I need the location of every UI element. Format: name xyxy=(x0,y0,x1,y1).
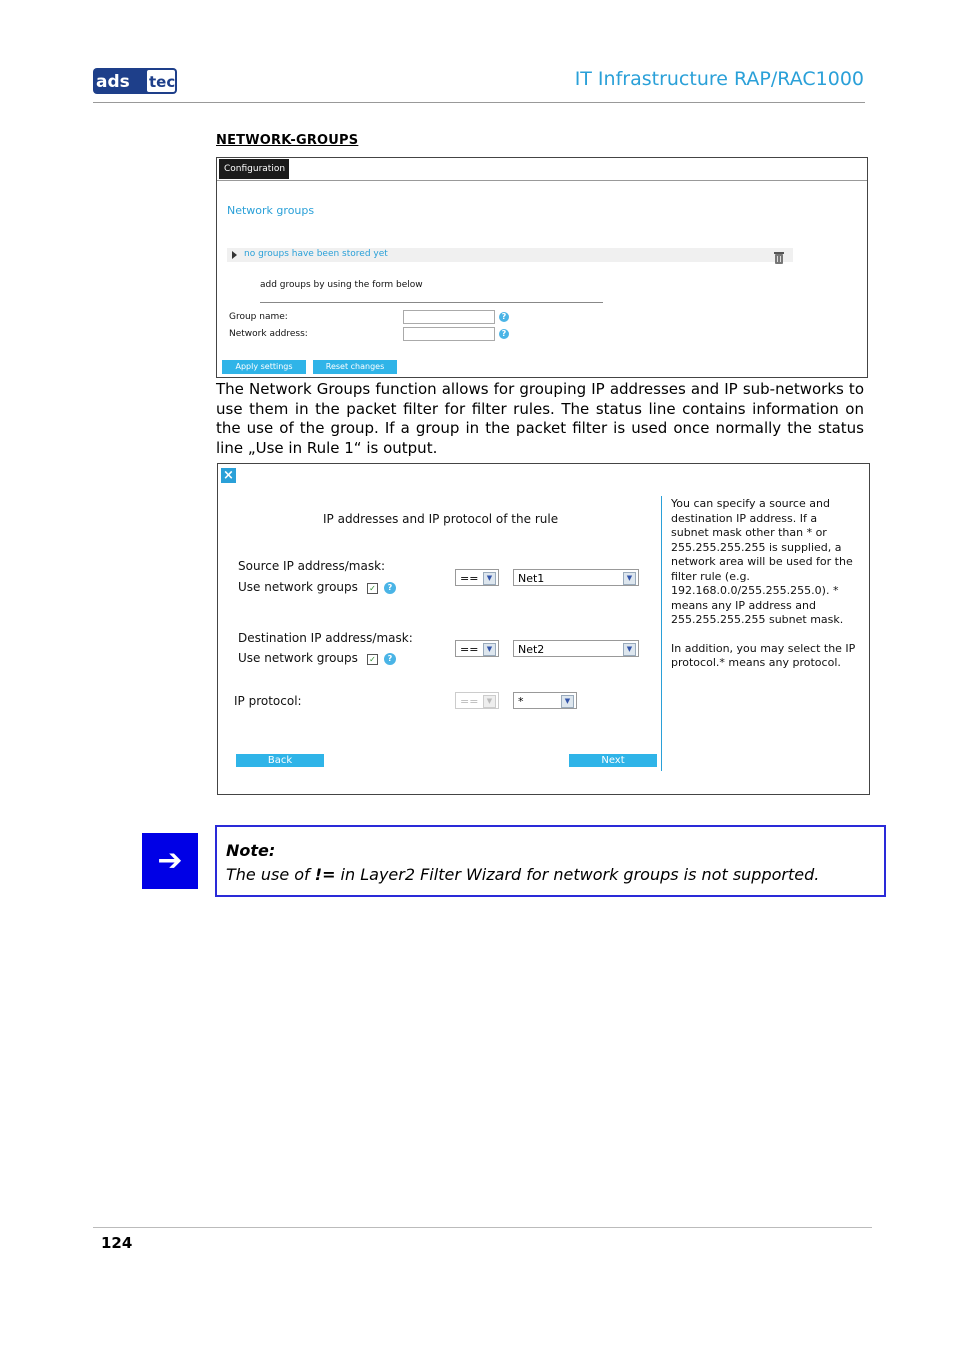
source-group-select[interactable] xyxy=(513,569,639,586)
group-name-label: Group name: xyxy=(229,312,288,322)
help-icon[interactable]: ? xyxy=(499,329,509,339)
chevron-down-icon: ▼ xyxy=(483,643,496,656)
source-use-groups-checkbox[interactable]: ✓ xyxy=(367,583,378,594)
chevron-down-icon: ▼ xyxy=(623,572,636,585)
source-use-groups-label: Use network groups xyxy=(238,580,358,594)
trash-icon[interactable] xyxy=(774,249,784,261)
help-panel xyxy=(671,497,856,671)
page-number: 124 xyxy=(101,1234,133,1252)
groups-status-text: no groups have been stored yet xyxy=(244,249,388,259)
reset-changes-button[interactable]: Reset changes xyxy=(313,360,397,374)
protocol-operator-value: == xyxy=(460,695,479,708)
group-name-input[interactable] xyxy=(403,310,495,324)
protocol-value: * xyxy=(518,695,524,708)
source-operator-value: == xyxy=(460,572,479,585)
tab-configuration[interactable]: Configuration xyxy=(219,159,289,179)
svg-text:tec: tec xyxy=(149,73,176,91)
network-address-input[interactable] xyxy=(403,327,495,341)
help-icon[interactable]: ? xyxy=(384,653,396,665)
destination-operator-select[interactable] xyxy=(455,640,499,657)
header-divider xyxy=(93,102,865,103)
document-title: IT Infrastructure RAP/RAC1000 xyxy=(574,68,864,90)
hint-divider xyxy=(260,302,603,303)
chevron-down-icon: ▼ xyxy=(561,695,574,708)
source-operator-select[interactable] xyxy=(455,569,499,586)
back-button[interactable]: Back xyxy=(236,754,324,767)
destination-group-value: Net2 xyxy=(518,643,545,656)
help-icon[interactable]: ? xyxy=(499,312,509,322)
chevron-down-icon: ▼ xyxy=(623,643,636,656)
network-groups-screenshot xyxy=(216,157,868,378)
note-box xyxy=(215,825,886,897)
filter-wizard-screenshot xyxy=(217,463,870,795)
apply-settings-button[interactable]: Apply settings xyxy=(222,360,306,374)
add-groups-hint: add groups by using the form below xyxy=(260,280,423,290)
svg-text:ads: ads xyxy=(96,72,130,92)
adstec-logo xyxy=(93,68,177,94)
chevron-down-icon: ▼ xyxy=(483,572,496,585)
ip-protocol-label: IP protocol: xyxy=(234,694,302,708)
next-button[interactable]: Next xyxy=(569,754,657,767)
destination-operator-value: == xyxy=(460,643,479,656)
note-text-start: The use of xyxy=(226,865,315,884)
section-heading: NETWORK-GROUPS xyxy=(216,133,359,148)
note-text-end: in Layer2 Filter Wizard for network groups is not supported. xyxy=(335,865,820,884)
destination-group-select[interactable] xyxy=(513,640,639,657)
protocol-operator-select xyxy=(455,692,499,709)
destination-use-groups-checkbox[interactable]: ✓ xyxy=(367,654,378,665)
note-text xyxy=(226,865,819,884)
help-separator xyxy=(661,496,662,771)
close-icon[interactable]: × xyxy=(221,468,236,483)
footer-divider xyxy=(93,1227,872,1228)
expand-triangle-icon[interactable] xyxy=(232,251,237,259)
destination-ip-label: Destination IP address/mask: xyxy=(238,631,413,645)
description-paragraph: The Network Groups function allows for grouping IP addresses and IP sub-networks to use them in the packet filter for filter rules. The status line contains information on the use of the group. If a group in the packet filter is used once normally the status line „Use in Rule 1“ is output. xyxy=(216,380,864,457)
source-group-value: Net1 xyxy=(518,572,545,585)
help-text-addresses: You can specify a source and destination IP address. If a subnet mask other than * or 255.255.255.255 is supplied, a network area will be used for the filter rule (e.g. 192.168.0.0/255.255.255.0). * means any IP address and 255.255.255.255 subnet mask. xyxy=(671,497,853,626)
chevron-down-icon: ▼ xyxy=(483,695,496,708)
source-ip-label: Source IP address/mask: xyxy=(238,559,386,573)
groups-status-row[interactable] xyxy=(227,248,793,262)
wizard-title: IP addresses and IP protocol of the rule xyxy=(323,512,559,526)
tab-bar xyxy=(217,158,867,181)
protocol-select[interactable] xyxy=(513,692,577,709)
note-operator: != xyxy=(314,865,336,884)
note-title: Note: xyxy=(226,841,276,860)
help-text-protocol: In addition, you may select the IP protocol.* means any protocol. xyxy=(671,641,856,669)
network-groups-title: Network groups xyxy=(227,204,315,217)
help-icon[interactable]: ? xyxy=(384,582,396,594)
destination-use-groups-label: Use network groups xyxy=(238,651,358,665)
network-address-label: Network address: xyxy=(229,329,308,339)
note-arrow-icon: ➔ xyxy=(142,833,198,889)
